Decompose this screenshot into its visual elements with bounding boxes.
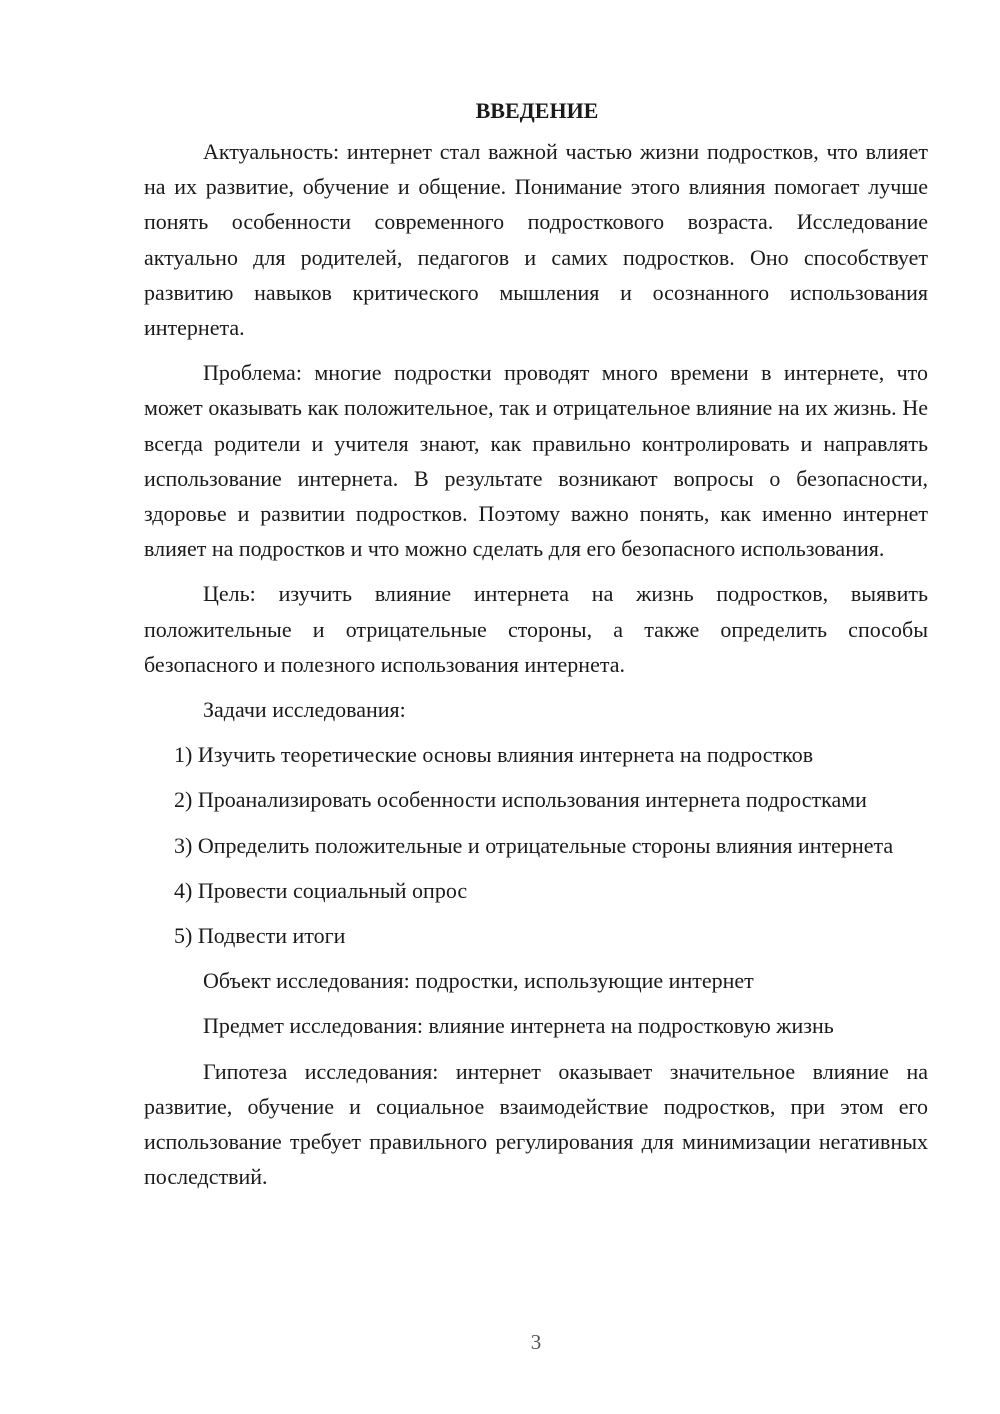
task-item: 3) Определить положительные и отрицательные стороны влияния интернета [174,832,894,858]
relevance-paragraph: Актуальность: интернет стал важной частью жизни подростков, что влияет на их развитие, обучение и общение. Понимание этого влияния помогает лучше понять особенности современного подросткового возраста. Исследование актуально для родителей, педагогов и самих подростков. Оно способствует развитию навыков критического мышления и осознанного использования интернета. [144,139,928,341]
research-hypothesis: Гипотеза исследования: интернет оказывает значительное влияние на развитие, обучение и социальное взаимодействие подростков, при этом его использование требует правильного регулирования для минимизации негативных последствий. [144,1058,928,1190]
document-page [144,92,928,1194]
goal-paragraph: Цель: изучить влияние интернета на жизнь подростков, выявить положительные и отрицательные стороны, а также определить способы безопасного и полезного использования интернета. [144,581,928,677]
task-item: 5) Подвести итоги [174,923,346,949]
task-item: 4) Провести социальный опрос [174,877,468,903]
task-item: 2) Проанализировать особенности использования интернета подростками [174,787,867,813]
research-object: Объект исследования: подростки, использующие интернет [203,968,754,994]
tasks-heading: Задачи исследования: [203,697,406,723]
page-title: ВВЕДЕНИЕ [475,98,599,123]
research-subject: Предмет исследования: влияние интернета на подростковую жизнь [203,1013,834,1039]
task-item: 1) Изучить теоретические основы влияния интернета на подростков [174,742,814,768]
problem-paragraph: Проблема: многие подростки проводят много времени в интернете, что может оказывать как положительное, так и отрицательное влияние на их жизнь. Не всегда родители и учителя знают, как правильно контролировать и направлять использование интернета. В результате возникают вопросы о безопасности, здоровье и развитии подростков. Поэтому важно понять, как именно интернет влияет на подростков и что можно сделать для его безопасного использования. [144,360,928,562]
page-number: 3 [530,1330,542,1354]
